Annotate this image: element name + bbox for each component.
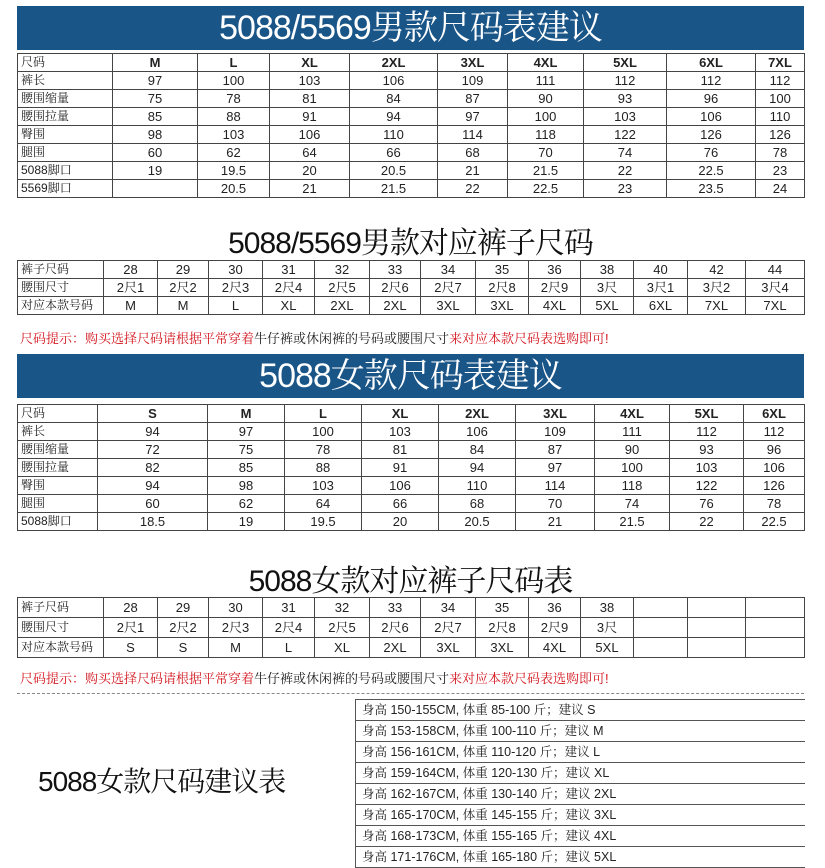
table-row (18, 180, 805, 198)
table-header-row (18, 54, 805, 72)
table-cell: 100 (508, 108, 584, 126)
table-cell: 84 (439, 441, 516, 459)
row-label-cell: 腰围缩量 (18, 90, 113, 108)
table-cell: 5XL (670, 405, 744, 423)
table-cell: 2尺7 (421, 618, 476, 638)
table-cell: L (198, 54, 270, 72)
table-cell: 2尺8 (476, 279, 529, 297)
table-cell: 2尺6 (370, 618, 421, 638)
table-cell: 28 (104, 261, 158, 279)
table-cell: 106 (744, 459, 805, 477)
table-cell: 103 (285, 477, 362, 495)
row-label-cell: 裤子尺码 (18, 598, 104, 618)
table-cell: 23.5 (667, 180, 756, 198)
table-cell: 6XL (744, 405, 805, 423)
table-cell: 6XL (667, 54, 756, 72)
table-cell: 2尺4 (263, 618, 315, 638)
table-cell: 22.5 (667, 162, 756, 180)
row-label-cell: 5569脚口 (18, 180, 113, 198)
table-cell: 85 (113, 108, 198, 126)
table-cell: 2XL (350, 54, 438, 72)
table-cell: 126 (744, 477, 805, 495)
table-cell: 118 (595, 477, 670, 495)
table-cell: 62 (208, 495, 285, 513)
table-cell: 2尺3 (209, 279, 263, 297)
table-cell: 74 (584, 144, 667, 162)
table-cell: 40 (634, 261, 688, 279)
table-cell: 84 (350, 90, 438, 108)
table-cell: 64 (270, 144, 350, 162)
table-cell: 20.5 (350, 162, 438, 180)
table-cell: 2XL (439, 405, 516, 423)
table-cell: 21 (438, 162, 508, 180)
table-cell: 98 (208, 477, 285, 495)
table-cell: 3XL (438, 54, 508, 72)
table-cell: 91 (362, 459, 439, 477)
table-cell: 87 (438, 90, 508, 108)
table-cell: 42 (688, 261, 746, 279)
table-cell (688, 638, 746, 658)
table-cell: 90 (595, 441, 670, 459)
table-cell: 100 (285, 423, 362, 441)
advice-item: 身高 156-161CM, 体重 110-120 斤；建议 L (355, 742, 805, 763)
table-row (18, 162, 805, 180)
table-cell: 97 (113, 72, 198, 90)
table-cell: 70 (516, 495, 595, 513)
table-cell: L (285, 405, 362, 423)
table-cell: 78 (744, 495, 805, 513)
row-label-cell: 臀围 (18, 126, 113, 144)
women-pants-heading: 5088女款对应裤子尺码表 (248, 565, 573, 598)
table-cell: 94 (439, 459, 516, 477)
table-cell: 22 (438, 180, 508, 198)
table-cell: 98 (113, 126, 198, 144)
table-cell: 100 (756, 90, 805, 108)
table-cell: 36 (529, 598, 581, 618)
table-cell: 88 (198, 108, 270, 126)
table-cell (688, 598, 746, 618)
row-label-cell: 裤长 (18, 423, 98, 441)
table-cell: 19 (113, 162, 198, 180)
advice-item: 身高 153-158CM, 体重 100-110 斤；建议 M (355, 721, 805, 742)
table-cell: 3尺 (581, 618, 634, 638)
table-cell: XL (270, 54, 350, 72)
women-advice-list (355, 699, 805, 868)
row-label-cell: 尺码 (18, 54, 113, 72)
table-cell: 68 (439, 495, 516, 513)
table-cell: 85 (208, 459, 285, 477)
table-cell: 91 (270, 108, 350, 126)
table-cell (746, 638, 805, 658)
table-cell: 2尺2 (158, 279, 209, 297)
table-cell: 111 (595, 423, 670, 441)
row-label-cell: 腰围尺寸 (18, 279, 104, 297)
tip-text-1: 尺码提示：购买选择尺码请根据平常穿着 (20, 671, 255, 686)
table-cell: 103 (362, 423, 439, 441)
row-label-cell: 5088脚口 (18, 513, 98, 531)
table-cell: 66 (362, 495, 439, 513)
table-row (18, 279, 805, 297)
table-row (18, 598, 805, 618)
table-cell: 60 (98, 495, 208, 513)
table-cell: 6XL (634, 297, 688, 315)
table-cell: 2尺5 (315, 618, 370, 638)
table-cell: 2XL (315, 297, 370, 315)
table-cell: 60 (113, 144, 198, 162)
table-cell: 3尺 (581, 279, 634, 297)
table-cell: 90 (508, 90, 584, 108)
table-cell: 78 (198, 90, 270, 108)
table-cell: 94 (350, 108, 438, 126)
table-cell: 97 (438, 108, 508, 126)
table-cell: 68 (438, 144, 508, 162)
table-cell: 20.5 (198, 180, 270, 198)
size-tip-women (20, 668, 609, 687)
table-cell: 35 (476, 261, 529, 279)
table-cell: 110 (756, 108, 805, 126)
table-row (18, 495, 805, 513)
table-cell: 70 (508, 144, 584, 162)
row-label-cell: 腰围拉量 (18, 108, 113, 126)
table-cell: 76 (670, 495, 744, 513)
table-cell: 2尺7 (421, 279, 476, 297)
table-cell: 38 (581, 598, 634, 618)
table-cell: XL (315, 638, 370, 658)
table-cell: 2尺9 (529, 279, 581, 297)
table-cell: 18.5 (98, 513, 208, 531)
table-cell: 33 (370, 598, 421, 618)
table-cell: 88 (285, 459, 362, 477)
table-cell: 3XL (516, 405, 595, 423)
table-cell: 110 (439, 477, 516, 495)
table-cell: 4XL (529, 638, 581, 658)
table-cell: 114 (438, 126, 508, 144)
row-label-cell: 腰围缩量 (18, 441, 98, 459)
table-cell: 19 (208, 513, 285, 531)
table-row (18, 108, 805, 126)
table-row (18, 441, 805, 459)
table-cell: 3XL (476, 297, 529, 315)
table-cell: 94 (98, 477, 208, 495)
table-cell: 100 (595, 459, 670, 477)
table-cell: L (209, 297, 263, 315)
table-cell: 112 (670, 423, 744, 441)
table-cell: 2尺1 (104, 279, 158, 297)
advice-item: 身高 162-167CM, 体重 130-140 斤；建议 2XL (355, 784, 805, 805)
table-cell: 81 (362, 441, 439, 459)
table-row (18, 126, 805, 144)
table-cell: 30 (209, 261, 263, 279)
row-label-cell: 裤长 (18, 72, 113, 90)
table-cell: 75 (208, 441, 285, 459)
advice-item: 身高 159-164CM, 体重 120-130 斤；建议 XL (355, 763, 805, 784)
table-cell: 3尺4 (746, 279, 805, 297)
table-cell: 106 (439, 423, 516, 441)
table-cell: 81 (270, 90, 350, 108)
table-cell: 2XL (370, 297, 421, 315)
table-cell: 2尺9 (529, 618, 581, 638)
table-cell: 33 (370, 261, 421, 279)
tip-text-2: 牛仔裤或休闲裤的号码或腰围尺寸 (254, 671, 450, 686)
row-label-cell: 对应本款号码 (18, 638, 104, 658)
table-cell: M (208, 405, 285, 423)
table-cell: 19.5 (198, 162, 270, 180)
table-cell: 66 (350, 144, 438, 162)
table-cell: 21 (516, 513, 595, 531)
women-size-table (17, 404, 805, 531)
table-row (18, 477, 805, 495)
table-cell: 28 (104, 598, 158, 618)
table-cell: 44 (746, 261, 805, 279)
table-cell: 106 (362, 477, 439, 495)
table-cell: 7XL (746, 297, 805, 315)
table-cell: 96 (667, 90, 756, 108)
table-cell: 32 (315, 261, 370, 279)
table-cell: 31 (263, 598, 315, 618)
men-size-banner: 5088/5569男款尺码表建议 (17, 6, 804, 50)
table-cell: 2尺2 (158, 618, 209, 638)
advice-item: 身高 168-173CM, 体重 155-165 斤；建议 4XL (355, 826, 805, 847)
table-cell: 20.5 (439, 513, 516, 531)
table-cell: 2尺8 (476, 618, 529, 638)
table-cell: 106 (350, 72, 438, 90)
table-cell: 7XL (756, 54, 805, 72)
table-cell: 3XL (421, 297, 476, 315)
table-row (18, 423, 805, 441)
table-cell: 20 (362, 513, 439, 531)
table-cell: 122 (584, 126, 667, 144)
table-cell: 21 (270, 180, 350, 198)
table-cell: 5XL (581, 297, 634, 315)
table-cell: 22.5 (508, 180, 584, 198)
table-cell: 38 (581, 261, 634, 279)
tip-text-1: 尺码提示：购买选择尺码请根据平常穿着 (20, 331, 255, 346)
table-cell: 111 (508, 72, 584, 90)
row-label-cell: 对应本款号码 (18, 297, 104, 315)
tip-text-3: 来对应本款尺码表选购即可! (449, 671, 609, 686)
advice-item: 身高 165-170CM, 体重 145-155 斤；建议 3XL (355, 805, 805, 826)
table-cell: 94 (98, 423, 208, 441)
table-cell: XL (362, 405, 439, 423)
row-label-cell: 5088脚口 (18, 162, 113, 180)
table-cell: 5XL (584, 54, 667, 72)
table-cell: 2尺5 (315, 279, 370, 297)
table-cell: 72 (98, 441, 208, 459)
table-cell: 29 (158, 261, 209, 279)
table-cell: 4XL (508, 54, 584, 72)
table-cell (634, 598, 688, 618)
table-cell: 96 (744, 441, 805, 459)
table-cell: 3XL (421, 638, 476, 658)
table-cell: 114 (516, 477, 595, 495)
men-pants-table (17, 260, 805, 315)
table-cell: 4XL (595, 405, 670, 423)
table-cell: 19.5 (285, 513, 362, 531)
table-cell: 126 (667, 126, 756, 144)
table-cell (634, 638, 688, 658)
table-cell: 112 (756, 72, 805, 90)
table-cell: 34 (421, 261, 476, 279)
table-cell: 2XL (370, 638, 421, 658)
table-cell: M (209, 638, 263, 658)
table-cell: 78 (756, 144, 805, 162)
tip-text-2: 牛仔裤或休闲裤的号码或腰围尺寸 (254, 331, 450, 346)
table-row (18, 513, 805, 531)
table-cell: 122 (670, 477, 744, 495)
table-row (18, 459, 805, 477)
table-cell: 21.5 (595, 513, 670, 531)
men-pants-heading: 5088/5569男款对应裤子尺码 (228, 227, 593, 260)
table-cell (634, 618, 688, 638)
table-cell: 2尺4 (263, 279, 315, 297)
table-cell: 2尺6 (370, 279, 421, 297)
row-label-cell: 臀围 (18, 477, 98, 495)
table-cell: L (263, 638, 315, 658)
table-cell: 126 (756, 126, 805, 144)
women-advice-title: 5088女款尺码建议表 (38, 766, 286, 797)
table-cell: 112 (584, 72, 667, 90)
table-cell: 29 (158, 598, 209, 618)
table-cell: S (104, 638, 158, 658)
table-cell: 21.5 (350, 180, 438, 198)
women-pants-table (17, 597, 805, 658)
table-cell: 75 (113, 90, 198, 108)
table-cell: 22 (584, 162, 667, 180)
table-cell: 23 (584, 180, 667, 198)
table-cell: 76 (667, 144, 756, 162)
table-cell: XL (263, 297, 315, 315)
row-label-cell: 腿围 (18, 495, 98, 513)
table-cell: 3尺2 (688, 279, 746, 297)
table-cell: 4XL (529, 297, 581, 315)
women-size-banner: 5088女款尺码表建议 (17, 354, 804, 398)
row-label-cell: 裤子尺码 (18, 261, 104, 279)
table-cell: 93 (670, 441, 744, 459)
table-cell: S (158, 638, 209, 658)
table-cell: 30 (209, 598, 263, 618)
table-row (18, 618, 805, 638)
table-cell: S (98, 405, 208, 423)
table-cell: 103 (670, 459, 744, 477)
table-cell: 103 (270, 72, 350, 90)
table-cell: 3尺1 (634, 279, 688, 297)
table-cell: 22 (670, 513, 744, 531)
row-label-cell: 腰围拉量 (18, 459, 98, 477)
table-cell: 2尺3 (209, 618, 263, 638)
table-cell: 112 (744, 423, 805, 441)
table-cell: 34 (421, 598, 476, 618)
table-cell: 36 (529, 261, 581, 279)
table-cell: 62 (198, 144, 270, 162)
table-cell: 22.5 (744, 513, 805, 531)
table-cell: M (113, 54, 198, 72)
men-size-table (17, 53, 805, 198)
table-cell: 21.5 (508, 162, 584, 180)
table-cell (688, 618, 746, 638)
table-header-row (18, 405, 805, 423)
table-cell: 100 (198, 72, 270, 90)
table-cell: 78 (285, 441, 362, 459)
table-cell: 110 (350, 126, 438, 144)
table-row (18, 90, 805, 108)
table-cell: 23 (756, 162, 805, 180)
table-row (18, 72, 805, 90)
table-cell: 82 (98, 459, 208, 477)
table-cell: 106 (270, 126, 350, 144)
row-label-cell: 腿围 (18, 144, 113, 162)
table-cell: M (158, 297, 209, 315)
table-cell: 24 (756, 180, 805, 198)
table-cell: 3XL (476, 638, 529, 658)
table-cell: 74 (595, 495, 670, 513)
table-cell: 32 (315, 598, 370, 618)
table-cell: 103 (584, 108, 667, 126)
advice-item: 身高 150-155CM, 体重 85-100 斤；建议 S (355, 699, 805, 721)
table-cell: 2尺1 (104, 618, 158, 638)
table-row (18, 144, 805, 162)
table-cell: 93 (584, 90, 667, 108)
size-tip-men (20, 328, 609, 347)
table-cell: 7XL (688, 297, 746, 315)
tip-text-3: 来对应本款尺码表选购即可! (449, 331, 609, 346)
table-cell: 87 (516, 441, 595, 459)
table-row (18, 261, 805, 279)
section-divider (17, 693, 804, 694)
table-cell: 35 (476, 598, 529, 618)
table-cell (746, 618, 805, 638)
table-cell (746, 598, 805, 618)
table-cell: 109 (438, 72, 508, 90)
table-cell: 118 (508, 126, 584, 144)
row-label-cell: 腰围尺寸 (18, 618, 104, 638)
table-cell: 109 (516, 423, 595, 441)
table-cell: 5XL (581, 638, 634, 658)
advice-item: 身高 171-176CM, 体重 165-180 斤；建议 5XL (355, 847, 805, 868)
table-row (18, 297, 805, 315)
table-row (18, 638, 805, 658)
table-cell: 31 (263, 261, 315, 279)
table-cell: 97 (208, 423, 285, 441)
table-cell: M (104, 297, 158, 315)
table-cell: 97 (516, 459, 595, 477)
table-cell: 112 (667, 72, 756, 90)
table-cell: 103 (198, 126, 270, 144)
table-cell: 64 (285, 495, 362, 513)
table-cell: 20 (270, 162, 350, 180)
table-cell: 106 (667, 108, 756, 126)
row-label-cell: 尺码 (18, 405, 98, 423)
table-cell (113, 180, 198, 198)
